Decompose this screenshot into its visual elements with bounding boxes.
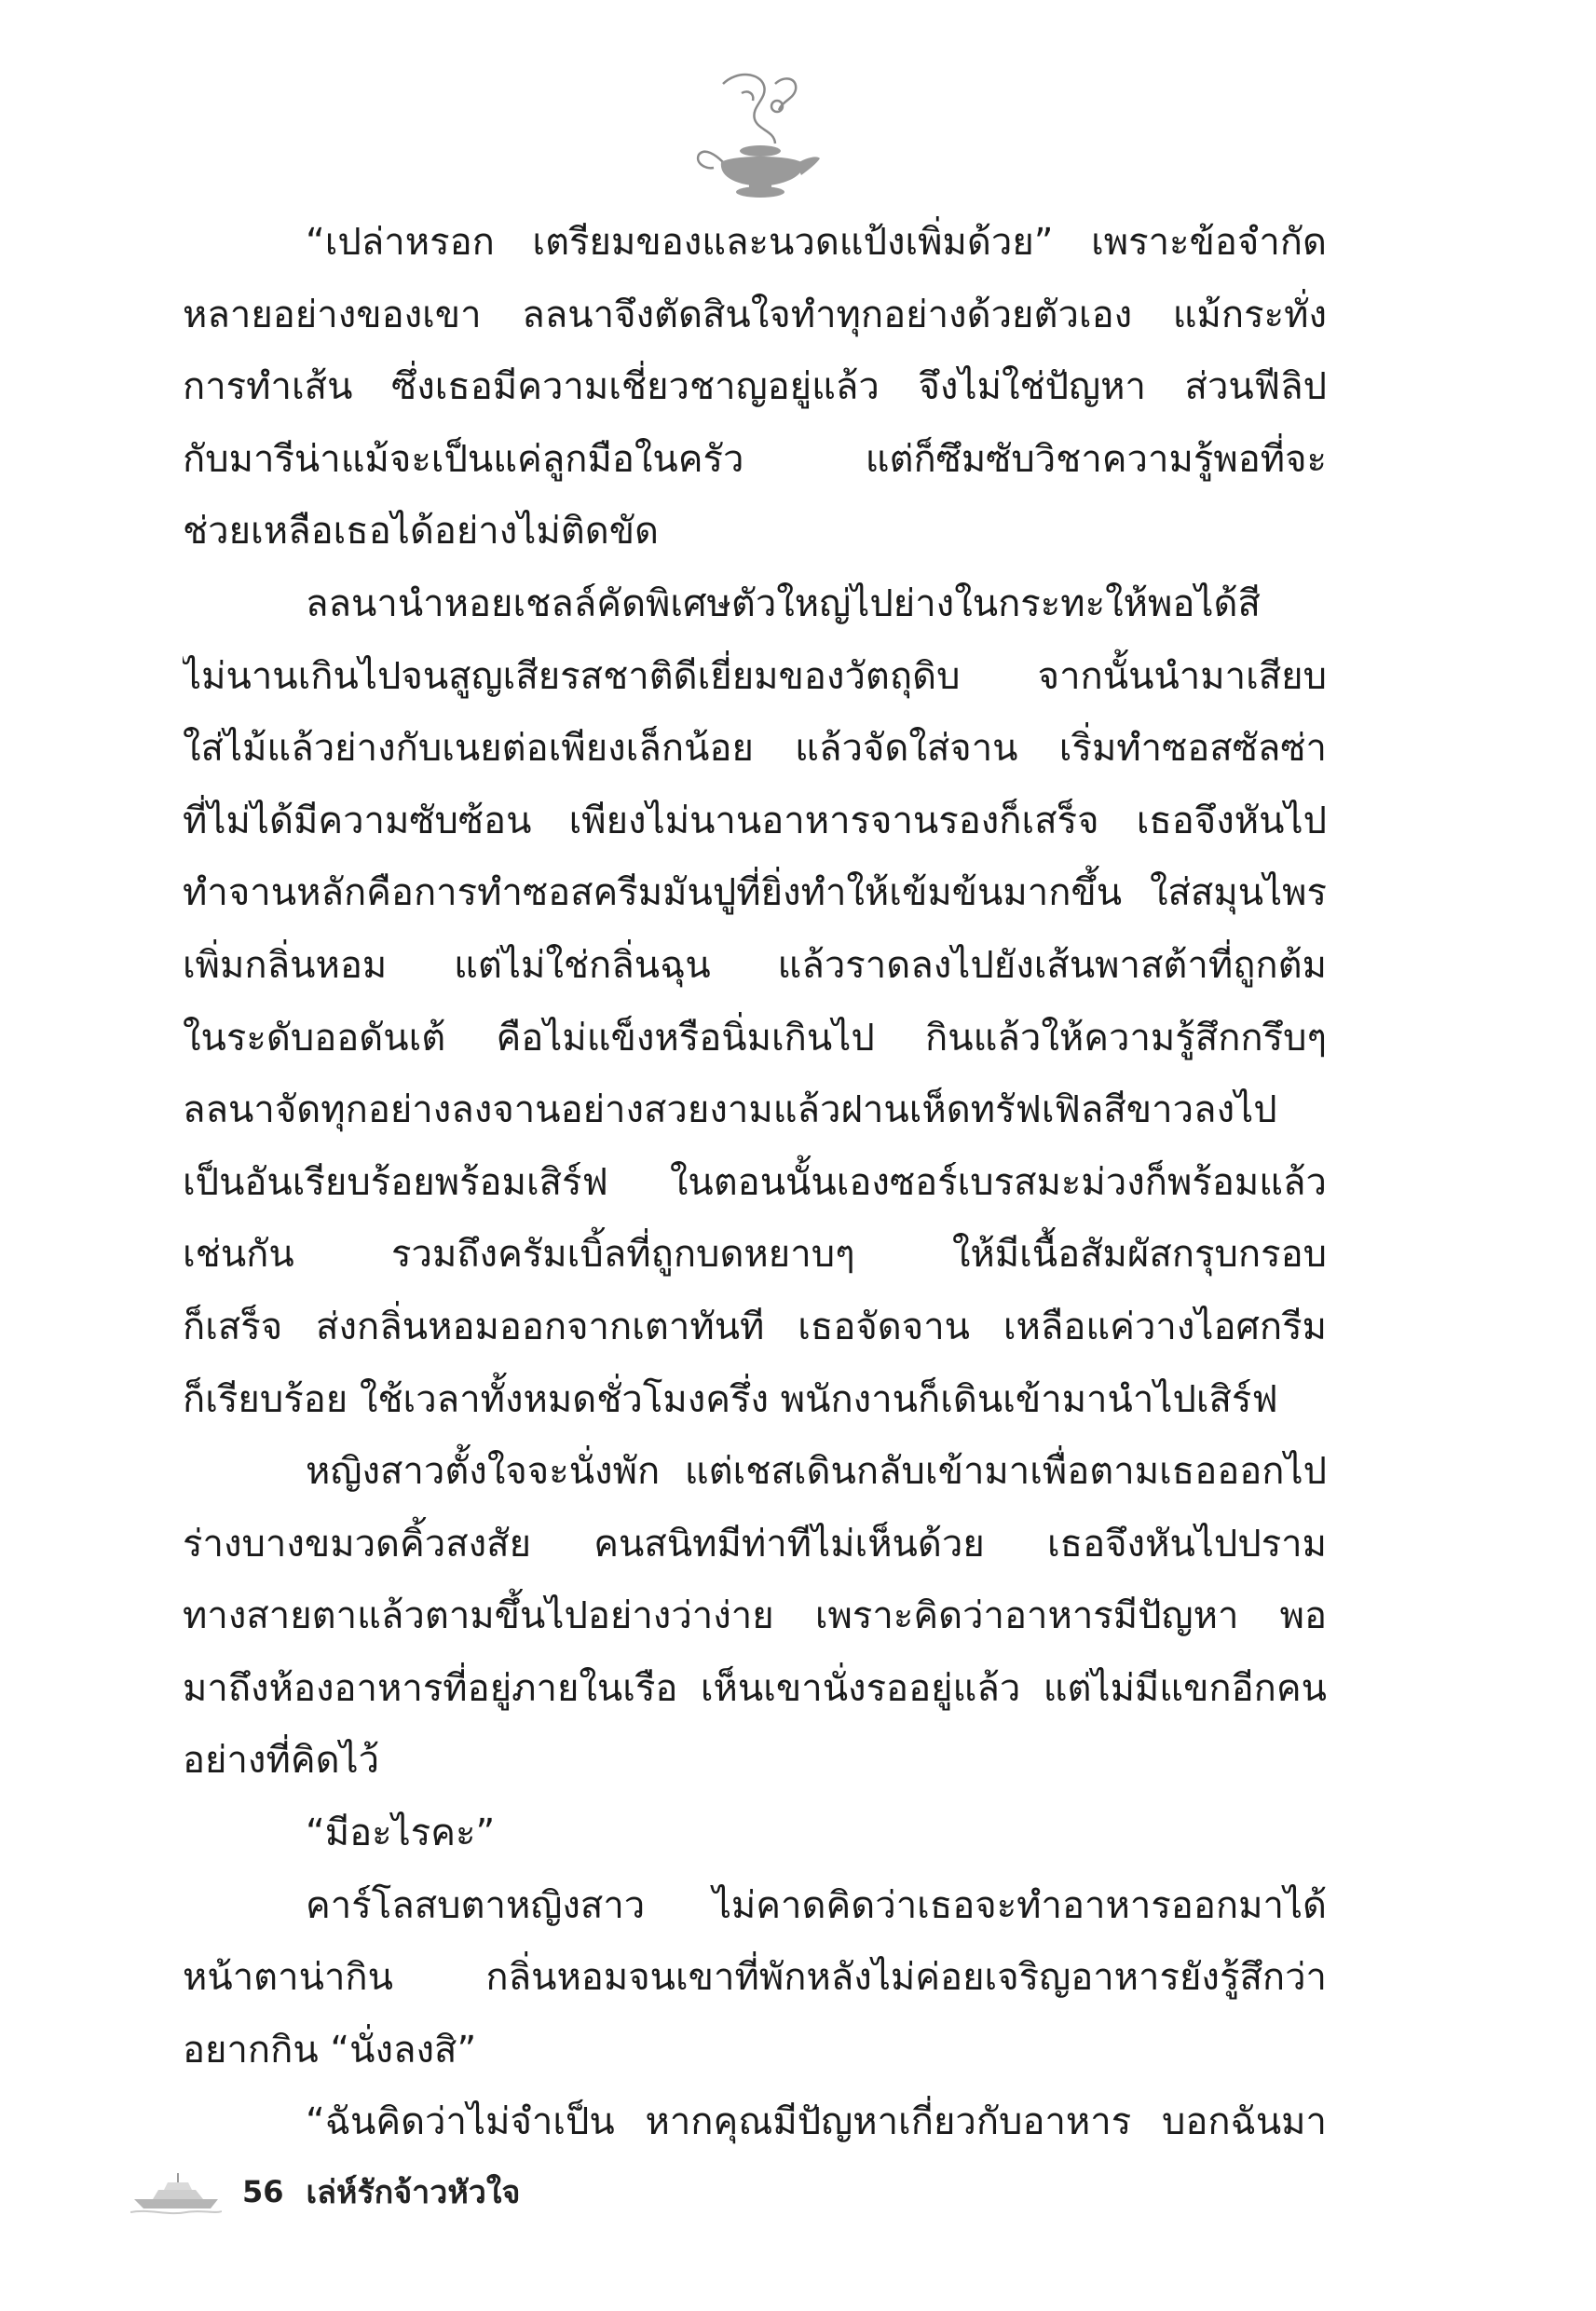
page-footer [130, 2164, 520, 2220]
text-line: “มีอะไรคะ” [306, 1812, 496, 1855]
text-line: ลลนานำหอยเชลล์คัดพิเศษตัวใหญ่ไปย่างในกระทะให้พอได้สี [306, 581, 1261, 625]
text-line: อย่างที่คิดไว้ [183, 1739, 380, 1783]
text-line: ไม่นานเกินไปจนสูญเสียรสชาติดีเยี่ยมของวัตถุดิบ จากนั้นนำมาเสียบ [183, 654, 1327, 698]
text-line: ก็เสร็จ ส่งกลิ่นหอมออกจากเตาทันที เธอจัดจาน เหลือแค่วางไอศกรีม [183, 1305, 1327, 1348]
text-line: คาร์โลสบตาหญิงสาว ไม่คาดคิดว่าเธอจะทำอาหารออกมาได้ [306, 1883, 1327, 1927]
text-line: ที่ไม่ได้มีความซับซ้อน เพียงไม่นานอาหารจานรองก็เสร็จ เธอจึงหันไป [183, 799, 1327, 842]
text-line: การทำเส้น ซึ่งเธอมีความเชี่ยวชาญอยู่แล้ว จึงไม่ใช่ปัญหา ส่วนฟีลิป [183, 365, 1327, 409]
text-line: กับมารีน่าแม้จะเป็นแค่ลูกมือในครัว แต่ก็ซึมซับวิชาความรู้พอที่จะ [183, 437, 1327, 481]
text-line: ช่วยเหลือเธอได้อย่างไม่ติดขัด [183, 510, 660, 554]
text-line: ร่างบางขมวดคิ้วสงสัย คนสนิทมีท่าทีไม่เห็นด้วย เธอจึงหันไปปราม [183, 1522, 1327, 1566]
text-line: เป็นอันเรียบร้อยพร้อมเสิร์ฟ ในตอนนั้นเองซอร์เบรสมะม่วงก็พร้อมแล้ว [183, 1160, 1327, 1204]
text-line: หน้าตาน่ากิน กลิ่นหอมจนเขาที่พักหลังไม่ค่อยเจริญอาหารยังรู้สึกว่า [183, 1956, 1327, 2000]
text-line: มาถึงห้องอาหารที่อยู่ภายในเรือ เห็นเขานั่งรออยู่แล้ว แต่ไม่มีแขกอีกคน [183, 1666, 1327, 1710]
text-line: “ฉันคิดว่าไม่จำเป็น หากคุณมีปัญหาเกี่ยวกับอาหาร บอกฉันมา [306, 2100, 1327, 2144]
genie-lamp-icon [686, 65, 822, 205]
text-line: ในระดับออดันเต้ คือไม่แข็งหรือนิ่มเกินไป กินแล้วให้ความรู้สึกกรึบๆ [183, 1016, 1327, 1060]
text-line: ทำจานหลักคือการทำซอสครีมมันปูที่ยิ่งทำให้เข้มข้นมากขึ้น ใส่สมุนไพร [183, 871, 1327, 915]
text-line: หลายอย่างของเขา ลลนาจึงตัดสินใจทำทุกอย่างด้วยตัวเอง แม้กระทั่ง [183, 293, 1327, 336]
text-line: “เปล่าหรอก เตรียมของและนวดแป้งเพิ่มด้วย” เพราะข้อจำกัด [306, 221, 1327, 264]
text-line: อยากกิน “นั่งลงสิ” [183, 2028, 477, 2072]
text-line: เพิ่มกลิ่นหอม แต่ไม่ใช่กลิ่นฉุน แล้วราดลงไปยังเส้นพาสต้าที่ถูกต้ม [183, 943, 1327, 987]
text-line: ลลนาจัดทุกอย่างลงจานอย่างสวยงามแล้วฝานเห็ดทรัฟเฟิลสีขาวลงไป [183, 1088, 1277, 1132]
page-number: 56 [242, 2174, 284, 2209]
text-line: ก็เรียบร้อย ใช้เวลาทั้งหมดชั่วโมงครึ่ง พนักงานก็เดินเข้ามานำไปเสิร์ฟ [183, 1377, 1278, 1421]
text-line: ทางสายตาแล้วตามขึ้นไปอย่างว่าง่าย เพราะคิดว่าอาหารมีปัญหา พอ [183, 1594, 1327, 1638]
text-line: หญิงสาวตั้งใจจะนั่งพัก แต่เชสเดินกลับเข้ามาเพื่อตามเธอออกไป [306, 1450, 1327, 1494]
book-title: เล่ห์รักจ้าวหัวใจ [306, 2174, 521, 2211]
body-text [183, 207, 1327, 2159]
yacht-icon [130, 2167, 222, 2216]
text-line: ใส่ไม้แล้วย่างกับเนยต่อเพียงเล็กน้อย แล้วจัดใส่จาน เริ่มทำซอสซัลซ่า [183, 727, 1327, 771]
text-line: เช่นกัน รวมถึงครัมเบิ้ลที่ถูกบดหยาบๆ ให้มีเนื้อสัมผัสกรุบกรอบ [183, 1233, 1327, 1277]
